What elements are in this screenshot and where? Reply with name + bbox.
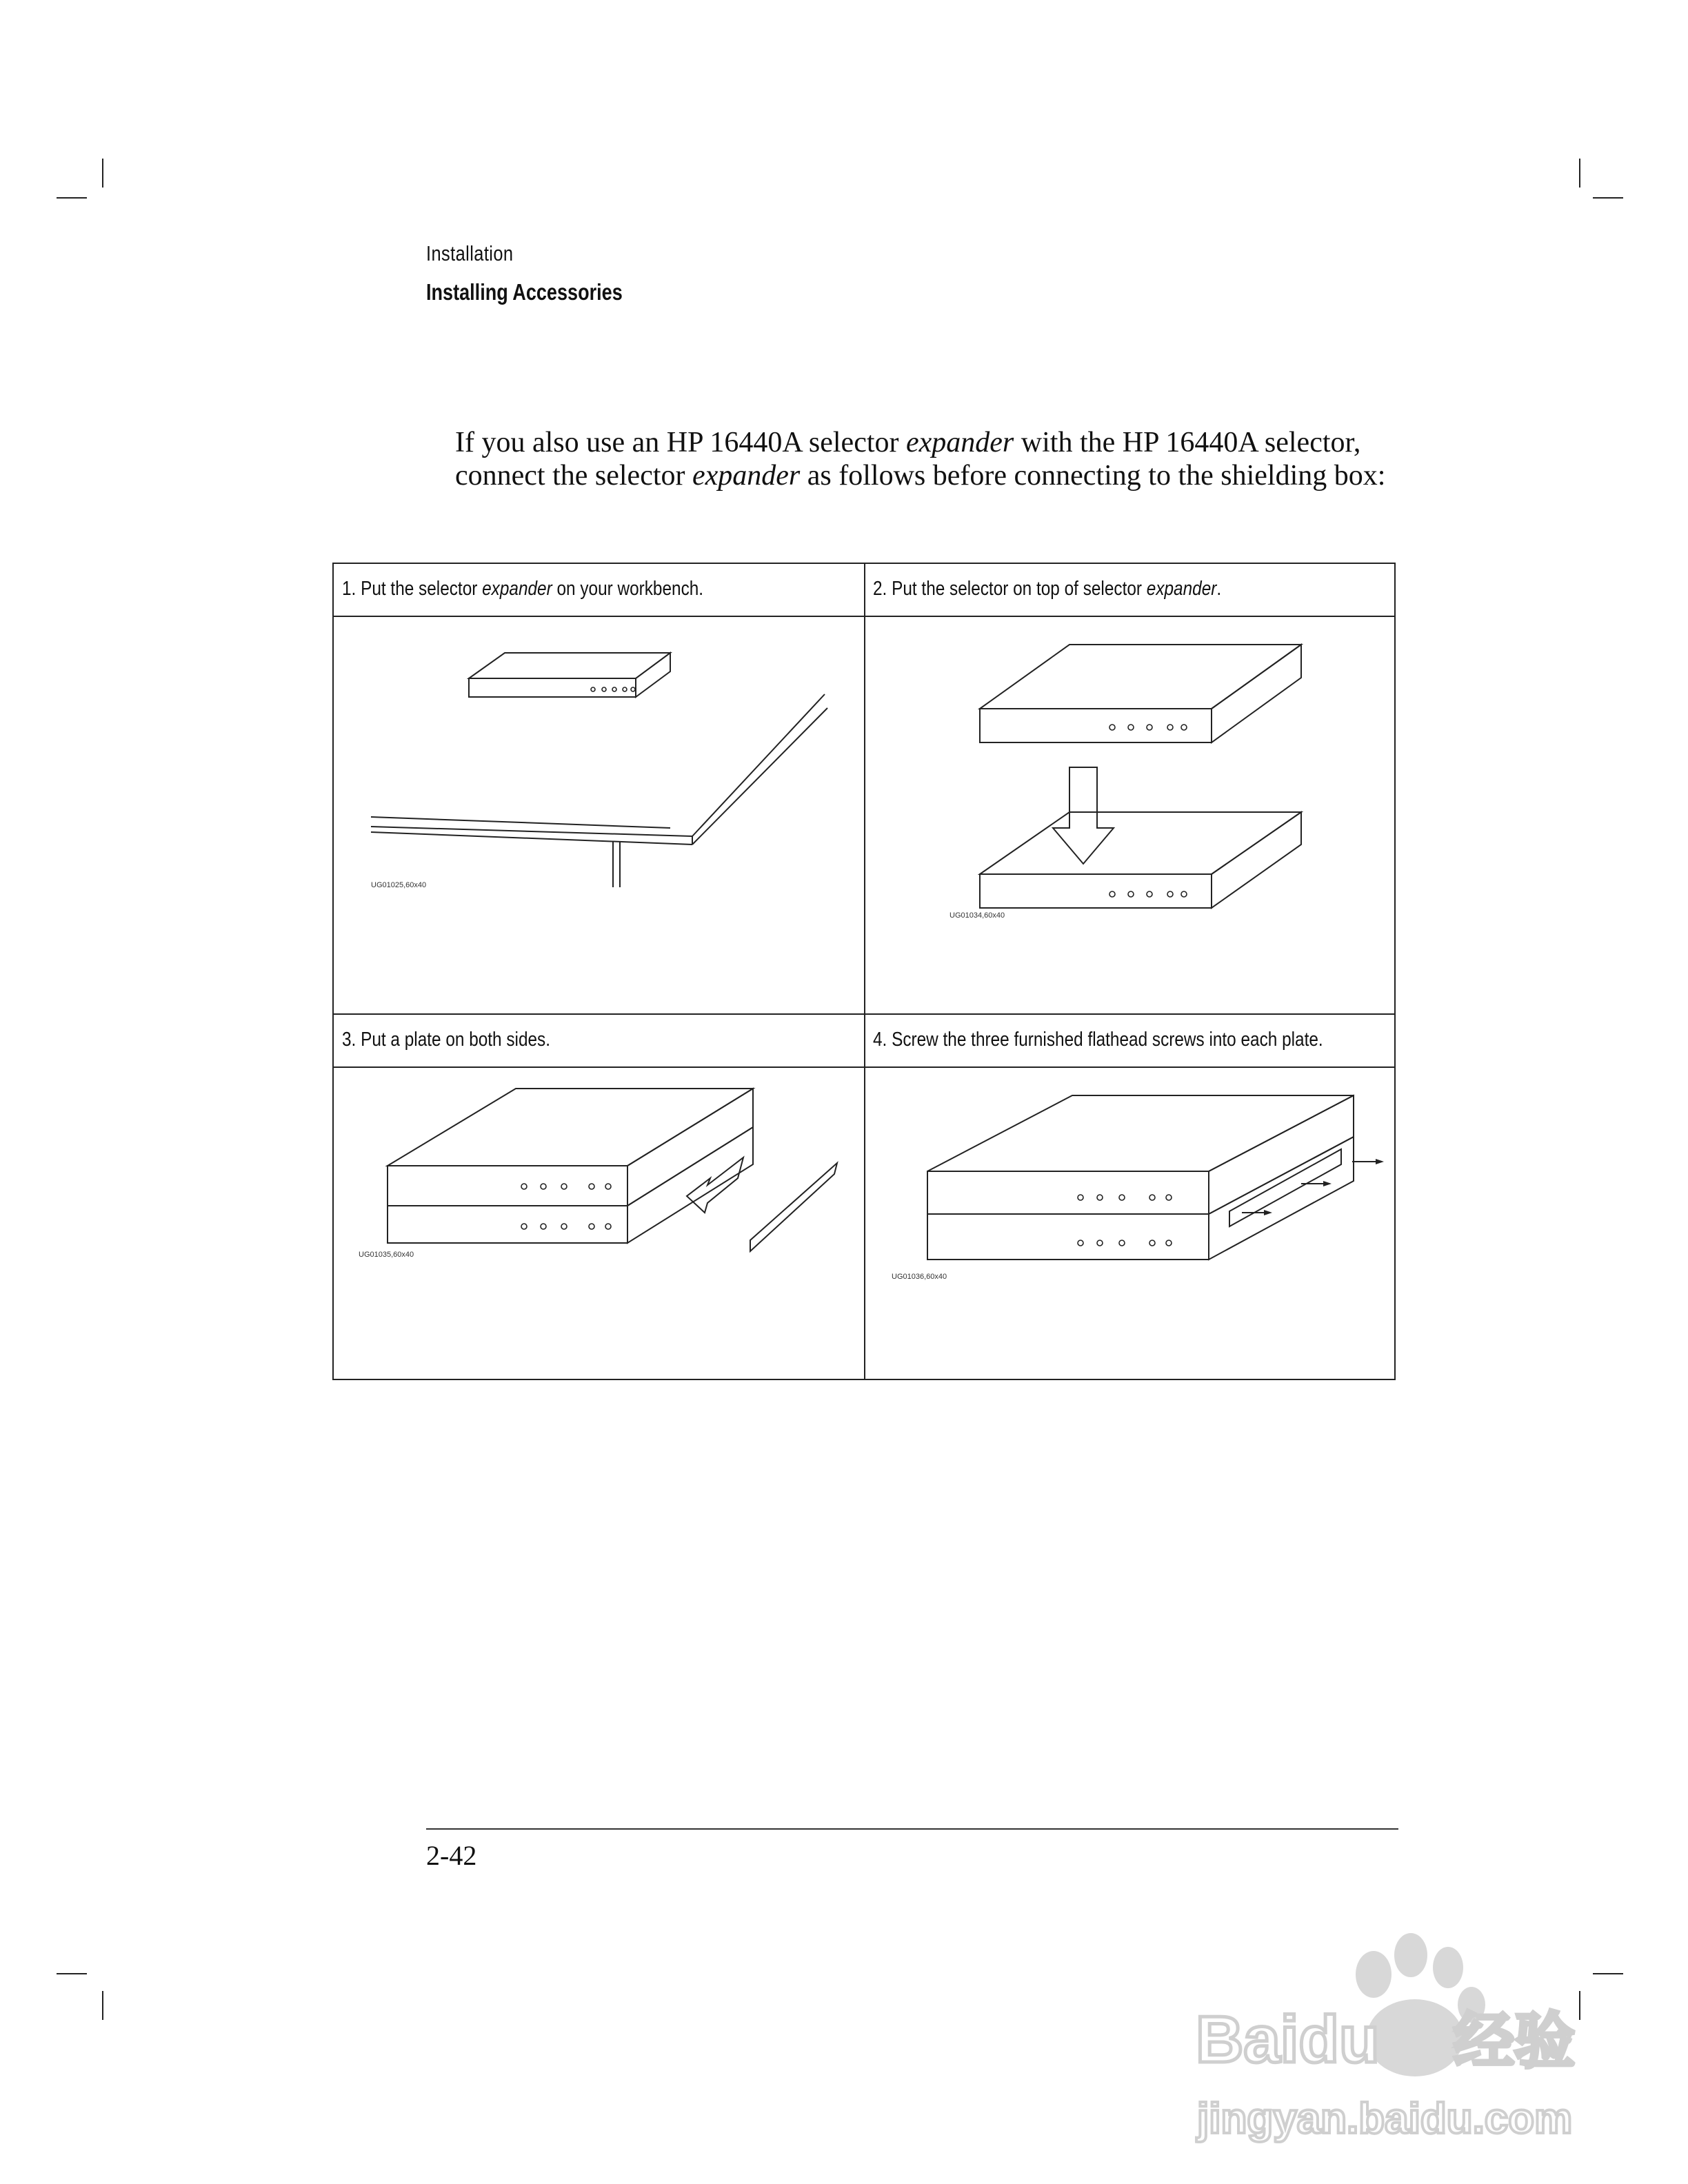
port bbox=[1181, 891, 1187, 897]
baidu-watermark bbox=[1183, 1914, 1591, 2162]
port bbox=[1078, 1240, 1083, 1246]
step-1-caption bbox=[342, 578, 703, 600]
port bbox=[1128, 725, 1134, 730]
expander-side bbox=[1212, 812, 1301, 908]
step-text: Put the selector bbox=[361, 578, 483, 600]
step-4-caption bbox=[873, 1029, 1323, 1051]
port bbox=[541, 1224, 546, 1229]
down-arrow bbox=[1053, 767, 1114, 864]
step-2-caption bbox=[873, 578, 1221, 600]
crop-mark bbox=[1579, 159, 1580, 188]
figure-step-2 bbox=[865, 617, 1395, 1013]
port bbox=[605, 1224, 611, 1229]
port bbox=[1147, 891, 1152, 897]
screw-icon bbox=[1376, 1159, 1384, 1164]
port bbox=[602, 687, 606, 691]
port bbox=[1097, 1195, 1103, 1200]
port bbox=[1149, 1195, 1155, 1200]
paw-icon bbox=[1356, 1951, 1391, 1998]
intro-text-1: If you also use an HP 16440A selector bbox=[455, 427, 906, 458]
bench-edge bbox=[692, 708, 827, 845]
step-number: 1. bbox=[342, 578, 356, 600]
screw-icon bbox=[1264, 1210, 1272, 1215]
paw-icon bbox=[1394, 1933, 1427, 1977]
port bbox=[1166, 1195, 1172, 1200]
port bbox=[1119, 1195, 1125, 1200]
port bbox=[623, 687, 627, 691]
selector-front bbox=[980, 709, 1212, 742]
expander-side bbox=[627, 1127, 753, 1243]
port bbox=[1097, 1240, 1103, 1246]
figure-step-3 bbox=[334, 1068, 863, 1379]
running-header-subsection: Installing Accessories bbox=[426, 279, 623, 305]
figure-code: UG01025,60x40 bbox=[371, 881, 427, 889]
watermark-brand: Baidu bbox=[1196, 2003, 1380, 2076]
bench-edge bbox=[371, 817, 670, 828]
port bbox=[1119, 1240, 1125, 1246]
port bbox=[561, 1224, 567, 1229]
intro-paragraph bbox=[455, 426, 1420, 492]
step-text: Put the selector on top of selector bbox=[892, 578, 1147, 600]
crop-mark bbox=[1593, 1973, 1623, 1974]
port bbox=[591, 687, 595, 691]
side-plate bbox=[750, 1163, 837, 1251]
selector-front bbox=[388, 1166, 627, 1206]
figure-code: UG01036,60x40 bbox=[892, 1273, 947, 1281]
step-text: Put a plate on both sides. bbox=[361, 1029, 551, 1051]
port bbox=[521, 1224, 527, 1229]
step-emphasis: expander bbox=[1146, 578, 1217, 600]
port bbox=[1147, 725, 1152, 730]
port bbox=[1181, 725, 1187, 730]
expander-front bbox=[927, 1214, 1209, 1260]
watermark-url: jingyan.baidu.com bbox=[1197, 2095, 1573, 2143]
paw-icon bbox=[1367, 1999, 1463, 2076]
port bbox=[612, 687, 616, 691]
port bbox=[1167, 725, 1173, 730]
expander-side bbox=[636, 653, 670, 697]
port bbox=[561, 1184, 567, 1189]
step-3-caption bbox=[342, 1029, 550, 1051]
bench-edge bbox=[371, 827, 692, 836]
step-number: 3. bbox=[342, 1029, 356, 1051]
crop-mark bbox=[57, 1973, 87, 1974]
port bbox=[589, 1224, 594, 1229]
page-number: 2-42 bbox=[426, 1840, 477, 1871]
selector-side bbox=[627, 1089, 753, 1206]
port bbox=[605, 1184, 611, 1189]
port bbox=[1149, 1240, 1155, 1246]
figure-code: UG01034,60x40 bbox=[950, 911, 1005, 920]
instruction-table bbox=[332, 563, 1396, 1380]
expander-front bbox=[469, 678, 636, 697]
step-emphasis: expander bbox=[482, 578, 552, 600]
port bbox=[1109, 891, 1115, 897]
insert-arrow bbox=[687, 1157, 743, 1213]
port bbox=[541, 1184, 546, 1189]
running-header-section: Installation bbox=[426, 241, 514, 265]
footer-rule bbox=[426, 1828, 1398, 1830]
intro-text-2: with the HP 16440A selector, connect the selector bbox=[455, 427, 1361, 492]
port bbox=[521, 1184, 527, 1189]
port bbox=[1128, 891, 1134, 897]
selector-side bbox=[1212, 645, 1301, 742]
port bbox=[1109, 725, 1115, 730]
step-text: . bbox=[1216, 578, 1222, 600]
port bbox=[631, 687, 635, 691]
intro-emphasis-2: expander bbox=[692, 460, 801, 492]
port bbox=[589, 1184, 594, 1189]
selector-front bbox=[927, 1171, 1209, 1214]
port bbox=[1078, 1195, 1083, 1200]
screw-icon bbox=[1323, 1181, 1332, 1186]
port bbox=[1166, 1240, 1172, 1246]
step-text: on your workbench. bbox=[552, 578, 704, 600]
intro-text-3: as follows before connecting to the shielding box: bbox=[800, 460, 1386, 492]
step-text: Screw the three furnished flathead screws into each plate. bbox=[892, 1029, 1323, 1051]
figure-step-4 bbox=[865, 1068, 1395, 1379]
bench-edge bbox=[371, 832, 692, 845]
expander-front bbox=[980, 874, 1212, 908]
figure-code: UG01035,60x40 bbox=[359, 1251, 414, 1259]
intro-emphasis-1: expander bbox=[906, 427, 1014, 458]
crop-mark bbox=[102, 1991, 103, 2020]
selector-top bbox=[927, 1095, 1354, 1171]
table-divider bbox=[334, 1013, 1394, 1015]
bench-edge bbox=[692, 694, 825, 836]
paw-icon bbox=[1433, 1947, 1463, 1988]
step-number: 4. bbox=[873, 1029, 887, 1051]
selector-top bbox=[980, 645, 1301, 709]
crop-mark bbox=[57, 197, 87, 199]
step-number: 2. bbox=[873, 578, 887, 600]
side-plate bbox=[1229, 1149, 1341, 1226]
port bbox=[1167, 891, 1173, 897]
crop-mark bbox=[102, 159, 103, 188]
selector-top bbox=[388, 1089, 753, 1166]
figure-step-1 bbox=[334, 617, 863, 1013]
crop-mark bbox=[1593, 197, 1623, 199]
expander-front bbox=[388, 1206, 627, 1243]
watermark-cn: 经验 bbox=[1454, 2005, 1576, 2076]
expander-top bbox=[980, 812, 1301, 874]
